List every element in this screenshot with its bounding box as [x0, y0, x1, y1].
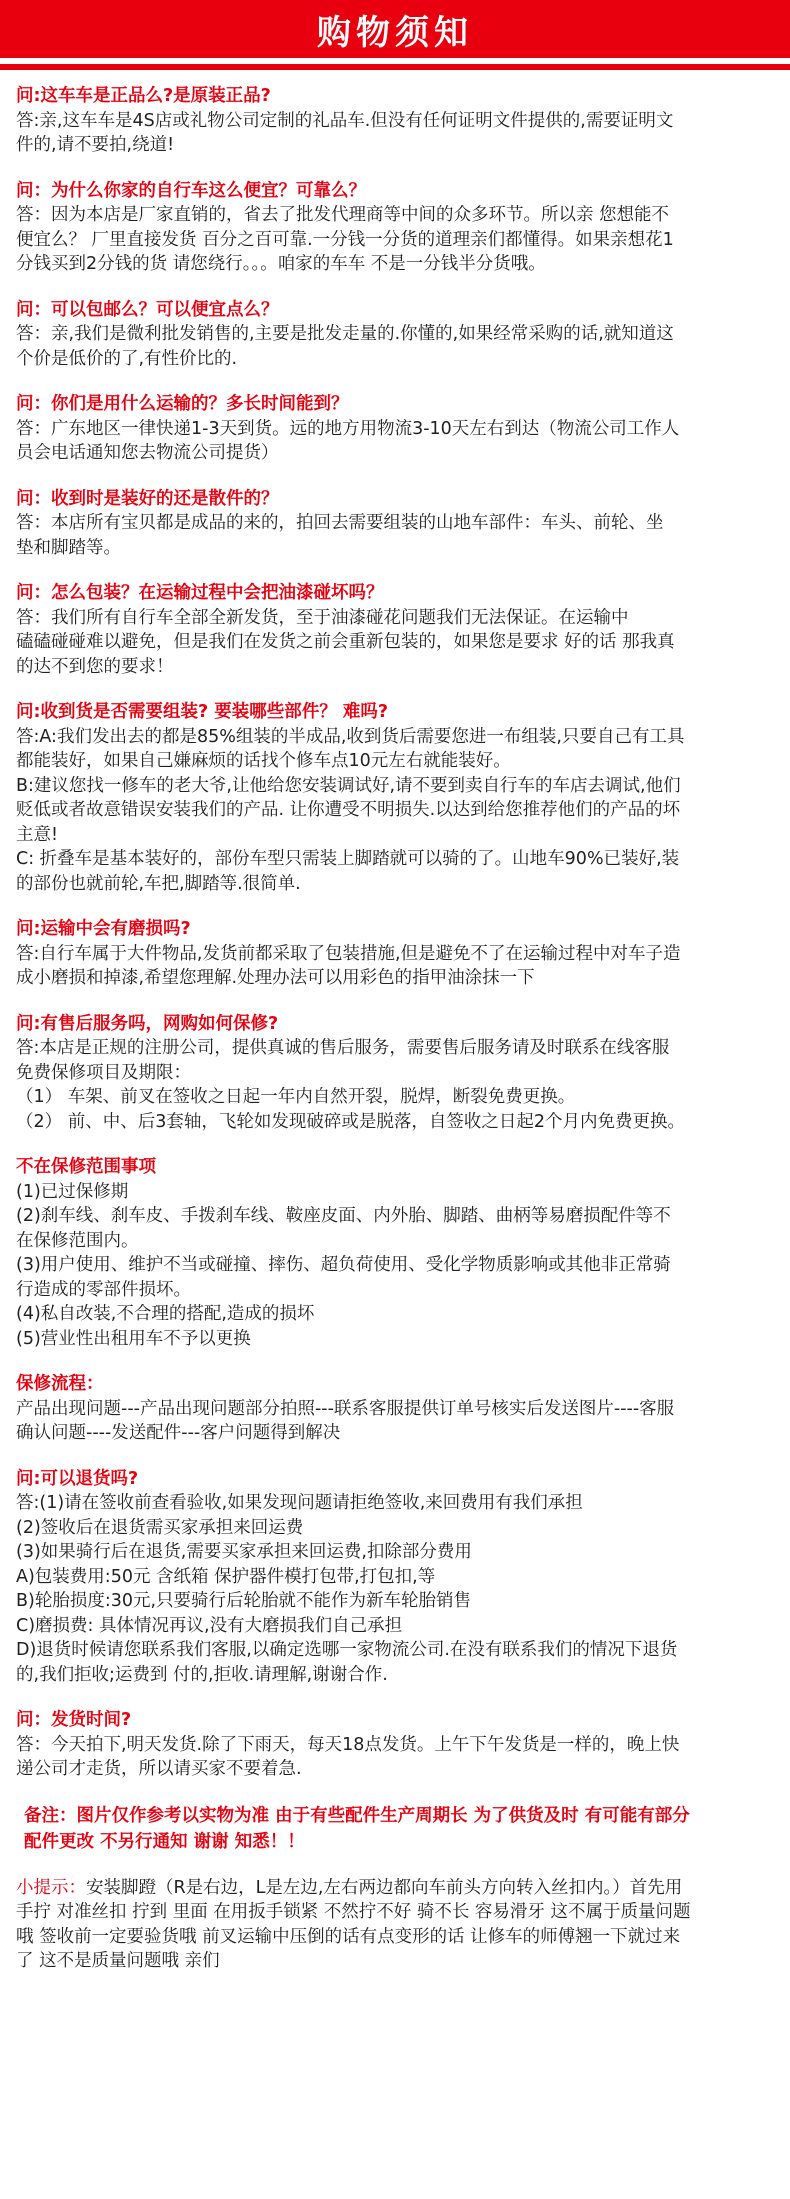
section-heading: 保修流程：: [16, 1374, 104, 1394]
answer-line: 主意!: [16, 824, 59, 845]
answer-line: (5)营业性出租用车不予以更换: [16, 1328, 251, 1349]
section-heading: 问：为什么你家的自行车这么便宜？可靠么？: [16, 180, 366, 201]
section-heading: 问：发货时间?: [16, 1710, 132, 1730]
answer-line: 员会电话通知您去物流公司提货）: [16, 443, 279, 463]
answer-line: 免费保修项目及期限：: [16, 1062, 191, 1083]
answer-line: 磕磕碰碰难以避免，但是我们在发货之前会重新包装的，如果您是要求 好的话 那我真: [16, 632, 675, 652]
notice-line: 备注：图片仅作参考以实物为准 由于有些配件生产周期长 为了供货及时 有可能有部分: [24, 1805, 690, 1826]
faq-section: [16, 581, 774, 679]
answer-line: 的,我们拒收;运费到 付的,拒收.请理解,谢谢合作.: [16, 1664, 388, 1685]
section-heading: 问:运输中会有磨损吗?: [16, 919, 191, 939]
answer-line: B:建议您找一修车的老大爷,让他给您安装调试好,请不要到卖自行车的车店去调试,他们: [16, 775, 681, 796]
answer-line: （2） 前、中、后3套轴，飞轮如发现破碎或是脱落，自签收之日起2个月内免费更换。: [16, 1111, 685, 1132]
answer-line: 分钱买到2分钱的货 请您绕行。。。咱家的车车 不是一分钱半分货哦。: [16, 254, 546, 274]
answer-line: 答:(1)请在签收前查看验收,如果发现问题请拒绝签收,来回费用有我们承担: [16, 1493, 583, 1513]
section-heading: 问：你们是用什么运输的？多长时间能到？: [16, 394, 349, 414]
answer-line: 答:本店是正规的注册公司，提供真诚的售后服务，需要售后服务请及时联系在线客服: [16, 1038, 670, 1058]
section-heading: 问：怎么包装？在运输过程中会把油漆碰坏吗？: [16, 583, 384, 603]
answer-line: (1)已过保修期: [16, 1181, 129, 1202]
tip-line: 手拧 对准丝扣 拧到 里面 在用扳手锁紧 不然拧不好 骑不长 容易滑牙 这不属于质量问题: [16, 1902, 691, 1922]
answer-line: 答：因为本店是厂家直销的，省去了批发代理商等中间的众多环节。所以亲 您想能不: [16, 205, 670, 225]
answer-line: 答：本店所有宝贝都是成品的来的，拍回去需要组装的山地车部件：车头、前轮、坐: [16, 513, 664, 533]
faq-section: [16, 298, 774, 372]
answer-line: D)退货时候请您联系我们客服,以确定选哪一家物流公司.在没有联系我们的情况下退货: [16, 1640, 678, 1660]
section-heading: 问:这车车是正品么?是原装正品?: [16, 86, 271, 106]
answer-line: B)轮胎损度:30元,只要骑行后轮胎就不能作为新车轮胎销售: [16, 1591, 472, 1611]
faq-section: [16, 179, 774, 277]
answer-line: 的达不到您的要求！: [16, 656, 174, 677]
answer-line: 行造成的零部件损坏。: [16, 1279, 191, 1300]
answer-line: 垫和脚踏等。: [16, 537, 121, 558]
answer-line: 贬低或者故意错误安装我们的产品. 让你遭受不明损失.以达到给您推荐他们的产品的坏: [16, 800, 681, 820]
section-heading: 问:有售后服务吗，网购如何保修?: [16, 1013, 279, 1034]
faq-section: [16, 487, 774, 561]
answer-line: 便宜么？ 厂里直接发货 百分之百可靠.一分钱一分货的道理亲们都懂得。如果亲想花1: [16, 229, 674, 250]
tip-text: 安装脚蹬（R是右边，L是左边,左右两边都向车前头方向转入丝扣内。）首先用: [86, 1877, 683, 1898]
answer-line: 确认问题----发送配件---客户问题得到解决: [16, 1423, 341, 1443]
answer-line: 个价是低价的了,有性价比的.: [16, 348, 238, 369]
answer-line: 都能装好，如果自己嫌麻烦的话找个修车点10元左右就能装好。: [16, 751, 511, 771]
section-heading: 问:收到货是否需要组装? 要装哪些部件？ 难吗?: [16, 702, 388, 722]
answer-line: (2)刹车线、刹车皮、手拨刹车线、鞍座皮面、内外胎、脚踏、曲柄等易磨损配件等不: [16, 1206, 671, 1226]
answer-line: 在保修范围内。: [16, 1230, 139, 1251]
answer-line: (3)用户使用、维护不当或碰撞、摔伤、超负荷使用、受化学物质影响或其他非正常骑: [16, 1255, 671, 1275]
section-heading: 不在保修范围事项: [16, 1157, 156, 1177]
faq-section: [16, 1708, 774, 1782]
faq-section: [16, 392, 774, 466]
faq-content: [0, 70, 790, 1974]
answer-line: 答：广东地区一律快递1-3天到货。远的地方用物流3-10天左右到达（物流公司工作人: [16, 418, 680, 439]
answer-line: A)包装费用:50元 含纸箱 保护器件模打包带,打包扣,等: [16, 1566, 436, 1587]
faq-section: [16, 84, 774, 158]
answer-line: 答：今天拍下,明天发货.除了下雨天，每天18点发货。上午下午发货是一样的，晚上快: [16, 1734, 680, 1755]
title-banner: [0, 0, 790, 58]
tip-block: [16, 1876, 774, 1974]
answer-line: 成小磨损和掉漆,希望您理解.处理办法可以用彩色的指甲油涂抹一下: [16, 968, 535, 988]
answer-line: 递公司才走货，所以请买家不要着急.: [16, 1759, 302, 1779]
faq-section: [16, 700, 774, 896]
answer-line: 的部份也就前轮,车把,脚踏等.很简单.: [16, 873, 301, 894]
answer-line: (4)私自改装,不合理的搭配,造成的损坏: [16, 1304, 315, 1324]
faq-section: [16, 917, 774, 991]
answer-line: 答:A:我们发出去的都是85%组装的半成品,收到货后需要您进一布组装,只要自己有工具: [16, 726, 685, 747]
answer-line: 件的,请不要拍,绕道!: [16, 135, 175, 155]
faq-section: [16, 1012, 774, 1135]
page-title: 购物须知: [317, 12, 473, 53]
faq-section: [16, 1155, 774, 1351]
answer-line: 答:亲,这车车是4S店或礼物公司定制的礼品车.但没有任何证明文件提供的,需要证明文: [16, 110, 674, 131]
answer-line: C)磨损费: 具体情况再议,没有大磨损我们自己承担: [16, 1615, 403, 1636]
answer-line: 产品出现问题---产品出现问题部分拍照---联系客服提供订单号核实后发送图片----客服: [16, 1398, 675, 1419]
faq-section: [16, 1372, 774, 1446]
answer-line: 答:自行车属于大件物品,发货前都采取了包装措施,但是避免不了在运输过程中对车子造: [16, 943, 681, 964]
tip-label: 小提示：: [16, 1877, 86, 1898]
section-heading: 问:可以退货吗?: [16, 1468, 139, 1489]
answer-line: （1） 车架、前叉在签收之日起一年内自然开裂，脱焊，断裂免费更换。: [16, 1087, 576, 1107]
tip-line: 了 这不是质量问题哦 亲们: [16, 1951, 220, 1971]
answer-line: (3)如果骑行后在退货,需要买家承担来回运费,扣除部分费用: [16, 1542, 472, 1562]
answer-line: 答：亲,我们是微利批发销售的,主要是批发走量的.你懂的,如果经常采购的话,就知道这: [16, 324, 674, 344]
answer-line: C: 折叠车是基本装好的，部份车型只需装上脚踏就可以骑的了。山地车90%已装好,装: [16, 849, 680, 869]
section-heading: 问：收到时是装好的还是散件的？: [16, 488, 279, 509]
faq-section: [16, 1467, 774, 1688]
section-heading: 问：可以包邮么？可以便宜点么？: [16, 299, 279, 320]
notice-line: 配件更改 不另行通知 谢谢 知悉！！: [24, 1831, 305, 1852]
answer-line: 答：我们所有自行车全部全新发货，至于油漆碰花问题我们无法保证。在运输中: [16, 607, 629, 628]
tip-first-line: [16, 1876, 774, 1901]
tip-line: 哦 签收前一定要验货哦 前叉运输中压倒的话有点变形的话 让修车的师傅翘一下就过来: [16, 1926, 681, 1947]
notice-block: [16, 1803, 774, 1855]
answer-line: (2)签收后在退货需买家承担来回运费: [16, 1517, 304, 1538]
